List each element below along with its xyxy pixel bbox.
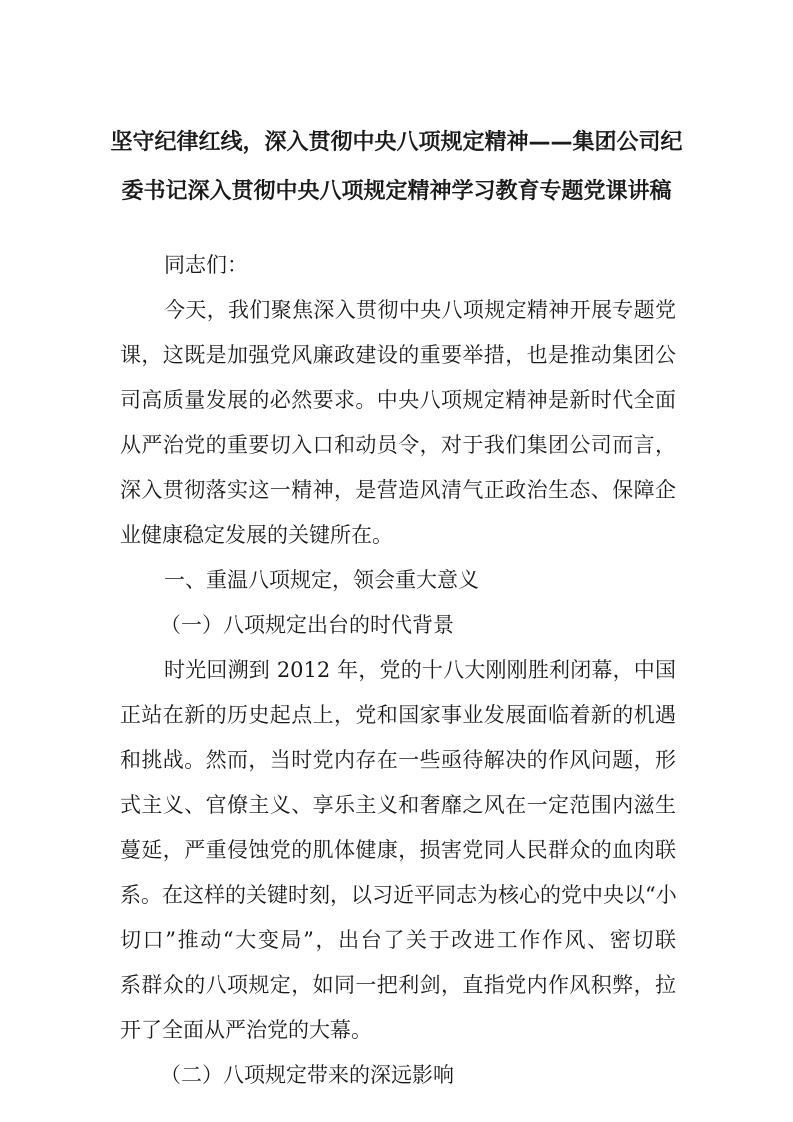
paragraph-1-line-6: 业健康稳定发展的关键所在。 <box>120 523 393 547</box>
paragraph-1-line-4: 从严治党的重要切入口和动员令，对于我们集团公司而言， <box>120 433 676 457</box>
paragraph-1-line-1: 今天，我们聚焦深入贯彻中央八项规定精神开展专题党 <box>164 298 676 322</box>
paragraph-2-line-9: 开了全面从严治党的大幕。 <box>120 1018 372 1042</box>
greeting: 同志们： <box>164 253 248 277</box>
paragraph-1-line-5: 深入贯彻落实这一精神，是营造风清气正政治生态、保障企 <box>120 478 676 502</box>
paragraph-2-line-1: 时光回溯到 2012 年，党的十八大刚刚胜利闭幕，中国 <box>164 658 676 682</box>
paragraph-1-line-2: 课，这既是加强党风廉政建设的重要举措，也是推动集团公 <box>120 343 676 367</box>
paragraph-2-line-2: 正站在新的历史起点上，党和国家事业发展面临着新的机遇 <box>120 703 676 727</box>
document-title-line-2: 委书记深入贯彻中央八项规定精神学习教育专题党课讲稿 <box>121 179 672 204</box>
paragraph-2-line-5: 蔓延，严重侵蚀党的肌体健康，损害党同人民群众的血肉联 <box>120 838 676 862</box>
paragraph-2-line-4: 式主义、官僚主义、享乐主义和奢靡之风在一定范围内滋生 <box>120 793 676 817</box>
paragraph-2-line-7: 切口”推动“大变局”，出台了关于改进工作作风、密切联 <box>120 928 676 952</box>
paragraph-2-line-8: 系群众的八项规定，如同一把利剑，直指党内作风积弊，拉 <box>120 973 676 997</box>
paragraph-2-line-3: 和挑战。然而，当时党内存在一些亟待解决的作风问题，形 <box>120 748 676 772</box>
subsection-heading-2: （二）八项规定带来的深远影响 <box>160 1063 454 1087</box>
document-title-line-1: 坚守纪律红线，深入贯彻中央八项规定精神——集团公司纪 <box>110 130 683 155</box>
subsection-heading-1: （一）八项规定出台的时代背景 <box>160 613 454 637</box>
paragraph-1-line-3: 司高质量发展的必然要求。中央八项规定精神是新时代全面 <box>120 388 676 412</box>
paragraph-2-line-6: 系。在这样的关键时刻，以习近平同志为核心的党中央以“小 <box>120 883 677 907</box>
section-heading-1: 一、重温八项规定，领会重大意义 <box>164 568 479 592</box>
